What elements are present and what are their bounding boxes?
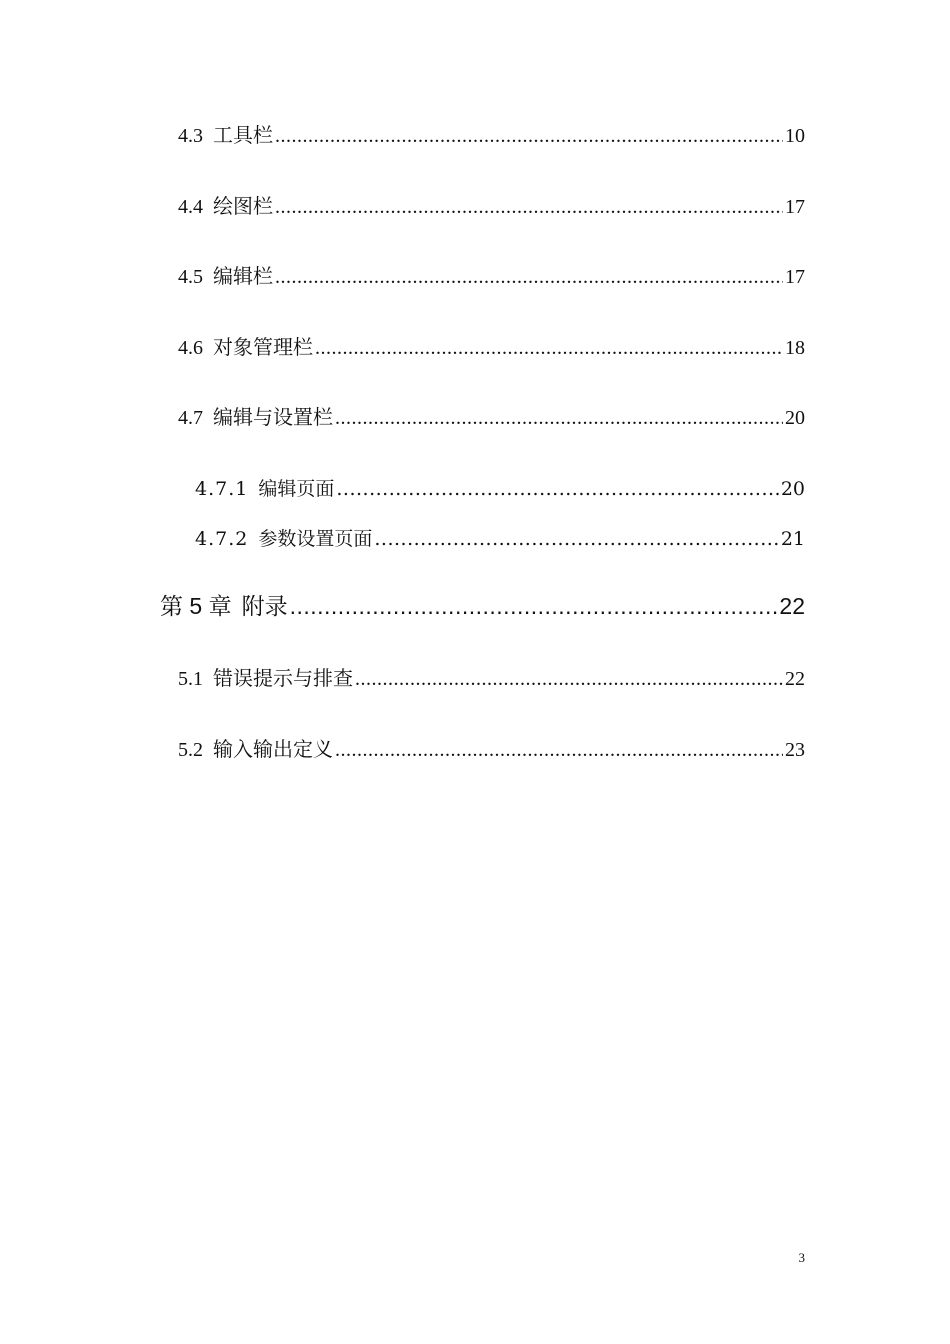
toc-entry-4-6[interactable] — [178, 336, 805, 360]
toc-entry-page: 18 — [785, 337, 805, 359]
toc-entry-page: 22 — [785, 668, 805, 690]
toc-entry-number: 4.5 — [178, 266, 203, 288]
toc-leader-dots — [335, 738, 783, 762]
toc-entry-title: 编辑页面 — [258, 478, 335, 500]
toc-leader-dots — [374, 527, 778, 551]
toc-entry-number: 4.7.2 — [195, 528, 249, 550]
toc-entry-page: 23 — [785, 739, 805, 761]
toc-entry-title: 绘图栏 — [213, 196, 273, 218]
toc-entry-number: 5.2 — [178, 739, 203, 761]
toc-entry-number: 4.7 — [178, 407, 203, 429]
page-number: 3 — [798, 1250, 805, 1265]
toc-entry-page: 20 — [780, 478, 805, 500]
toc-entry-chapter-5[interactable] — [160, 592, 805, 620]
toc-entry-number: 第 5 章 — [160, 593, 232, 619]
toc-entry-title: 工具栏 — [213, 125, 273, 147]
toc-leader-dots — [355, 667, 783, 691]
toc-entry-page: 17 — [785, 196, 805, 218]
toc-leader-dots — [336, 477, 778, 501]
toc-leader-dots — [335, 406, 783, 430]
toc-entry-number: 4.3 — [178, 125, 203, 147]
toc-leader-dots — [315, 336, 783, 360]
toc-entry-4-7-1[interactable] — [195, 477, 805, 501]
toc-leader-dots — [275, 265, 783, 289]
toc-entry-number: 4.4 — [178, 196, 203, 218]
toc-entry-number: 4.7.1 — [195, 478, 249, 500]
toc-leader-dots — [275, 195, 783, 219]
toc-entry-title: 编辑栏 — [213, 266, 273, 288]
toc-entry-title: 输入输出定义 — [213, 739, 333, 761]
toc-entry-page: 10 — [785, 125, 805, 147]
toc-entry-number: 5.1 — [178, 668, 203, 690]
toc-entry-4-5[interactable] — [178, 265, 805, 289]
toc-entry-page: 17 — [785, 266, 805, 288]
toc-entry-page: 22 — [779, 593, 805, 619]
toc-entry-5-2[interactable] — [178, 738, 805, 762]
toc-entry-4-7-2[interactable] — [195, 527, 805, 551]
toc-leader-dots — [275, 124, 783, 148]
toc-entry-page: 20 — [785, 407, 805, 429]
toc-entry-number: 4.6 — [178, 337, 203, 359]
toc-entry-page: 21 — [780, 528, 805, 550]
toc-entry-4-4[interactable] — [178, 195, 805, 219]
toc-entry-title: 参数设置页面 — [258, 528, 373, 550]
toc-entry-4-7[interactable] — [178, 406, 805, 430]
toc-entry-title: 错误提示与排查 — [213, 668, 353, 690]
toc-entry-4-3[interactable] — [178, 124, 805, 148]
toc-entry-title: 对象管理栏 — [213, 337, 313, 359]
toc-leader-dots — [290, 592, 778, 620]
toc-entry-5-1[interactable] — [178, 667, 805, 691]
toc-entry-title: 编辑与设置栏 — [213, 407, 333, 429]
toc-entry-title: 附录 — [241, 593, 288, 619]
